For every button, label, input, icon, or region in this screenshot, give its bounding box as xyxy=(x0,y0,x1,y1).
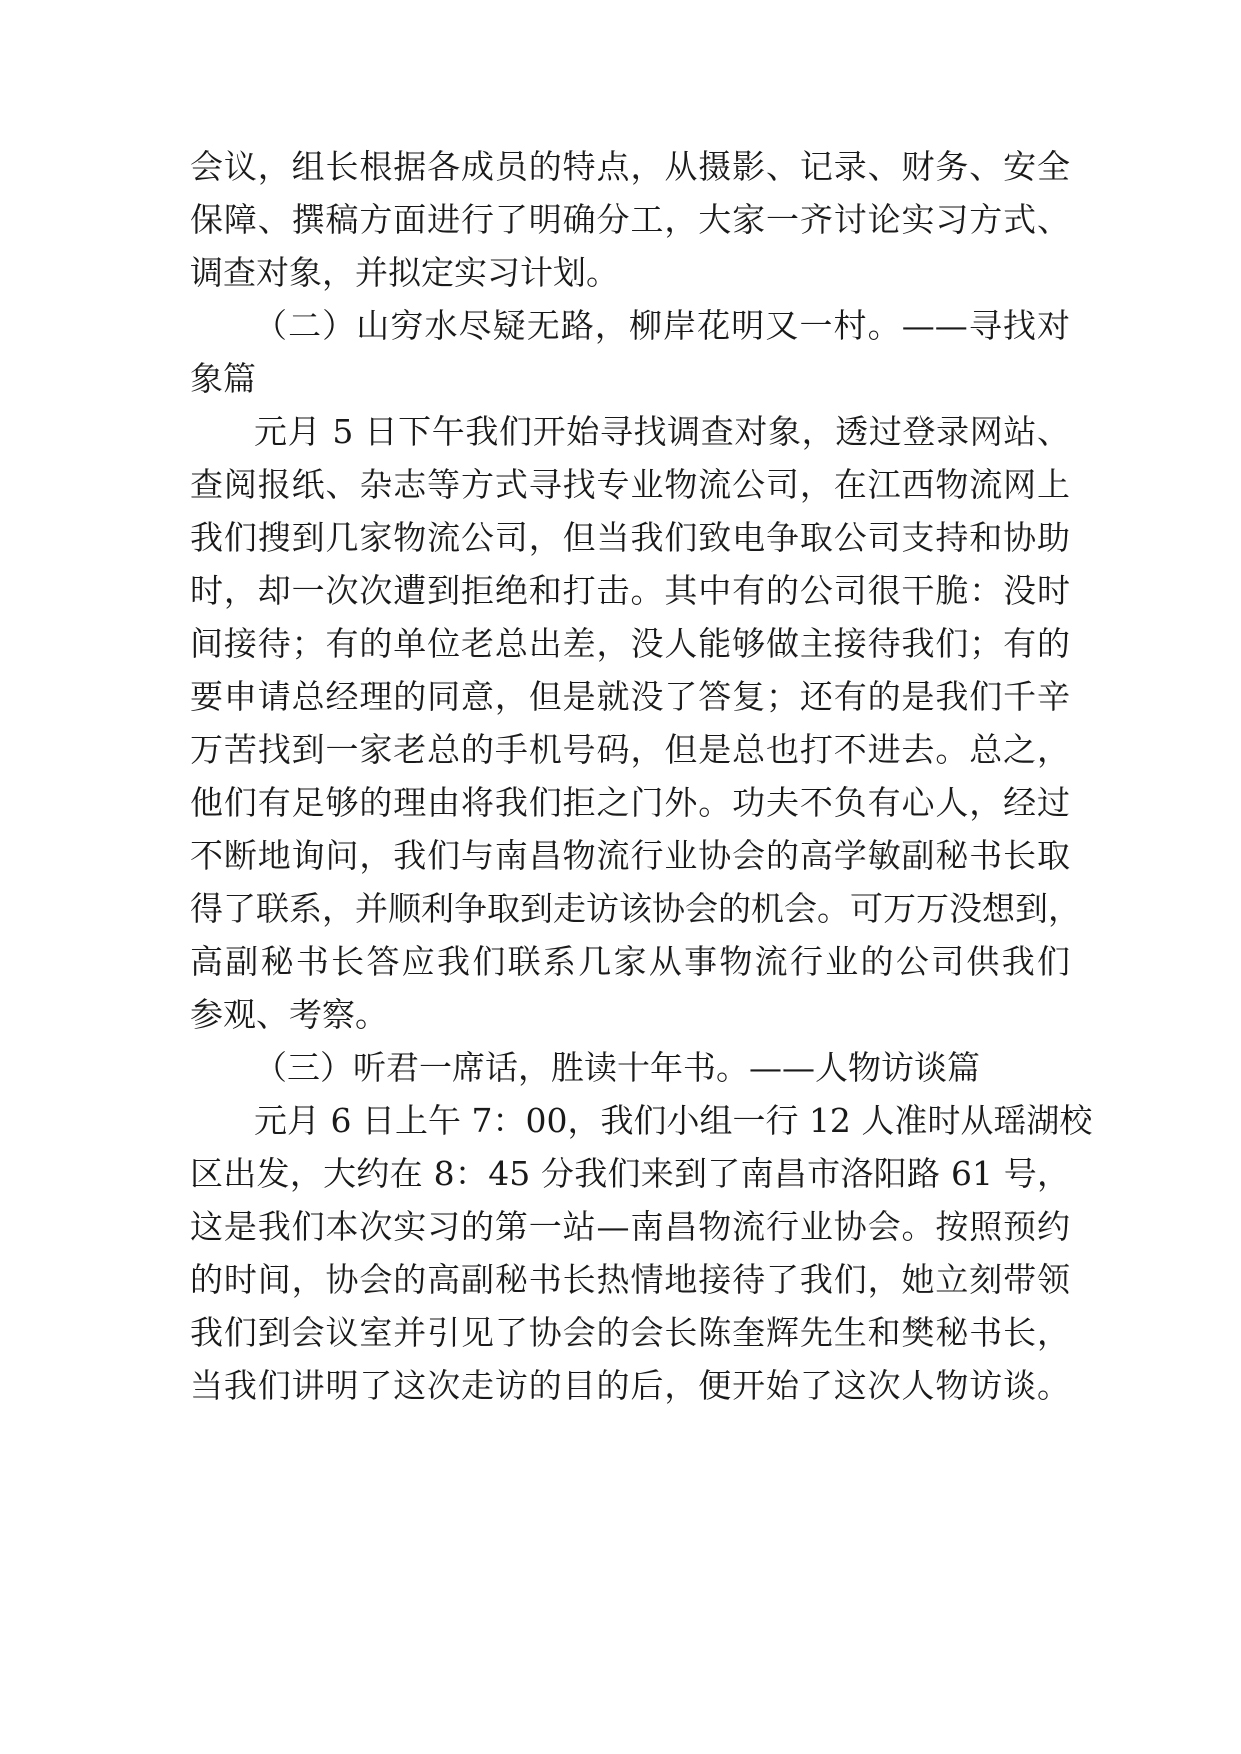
body-text-line: 区出发，大约在 8：45 分我们来到了南昌市洛阳路 61 号， xyxy=(190,1154,1070,1193)
body-text-line: 我们搜到几家物流公司，但当我们致电争取公司支持和协助 xyxy=(190,518,1070,557)
body-text-line: 当我们讲明了这次走访的目的后，便开始了这次人物访谈。 xyxy=(190,1366,1070,1405)
body-text-line: 我们到会议室并引见了协会的会长陈奎辉先生和樊秘书长， xyxy=(190,1313,1070,1352)
body-text-line: 间接待；有的单位老总出差，没人能够做主接待我们；有的 xyxy=(190,624,1070,663)
body-text-line: 会议，组长根据各成员的特点，从摄影、记录、财务、安全 xyxy=(190,147,1070,186)
body-text-line: 时，却一次次遭到拒绝和打击。其中有的公司很干脆：没时 xyxy=(190,571,1070,610)
body-text-line: 不断地询问，我们与南昌物流行业协会的高学敏副秘书长取 xyxy=(190,836,1070,875)
body-text-line: 他们有足够的理由将我们拒之门外。功夫不负有心人，经过 xyxy=(190,783,1070,822)
section-heading-2: （二）山穷水尽疑无路，柳岸花明又一村。——寻找对 xyxy=(254,306,1070,345)
body-text-line: 元月 6 日上午 7：00，我们小组一行 12 人准时从瑶湖校 xyxy=(254,1101,1093,1140)
body-text-line: 这是我们本次实习的第一站—南昌物流行业协会。按照预约 xyxy=(190,1207,1070,1246)
body-text-line: 的时间，协会的高副秘书长热情地接待了我们，她立刻带领 xyxy=(190,1260,1070,1299)
body-text-line: 查阅报纸、杂志等方式寻找专业物流公司，在江西物流网上 xyxy=(190,465,1070,504)
body-text-line: 高副秘书长答应我们联系几家从事物流行业的公司供我们 xyxy=(190,942,1070,981)
body-text-line: 保障、撰稿方面进行了明确分工，大家一齐讨论实习方式、 xyxy=(190,200,1070,239)
body-text-line: 要申请总经理的同意，但是就没了答复；还有的是我们千辛 xyxy=(190,677,1070,716)
body-text-line: 得了联系，并顺利争取到走访该协会的机会。可万万没想到， xyxy=(190,889,1081,928)
body-text-line: 万苦找到一家老总的手机号码，但是总也打不进去。总之， xyxy=(190,730,1070,769)
section-heading-2-continuation: 象篇 xyxy=(190,359,256,398)
body-text-line: 元月 5 日下午我们开始寻找调查对象，透过登录网站、 xyxy=(254,412,1070,451)
body-text-line: 参观、考察。 xyxy=(190,995,388,1034)
section-heading-3: （三）听君一席话，胜读十年书。——人物访谈篇 xyxy=(254,1048,980,1087)
body-text-line: 调查对象，并拟定实习计划。 xyxy=(190,253,619,292)
